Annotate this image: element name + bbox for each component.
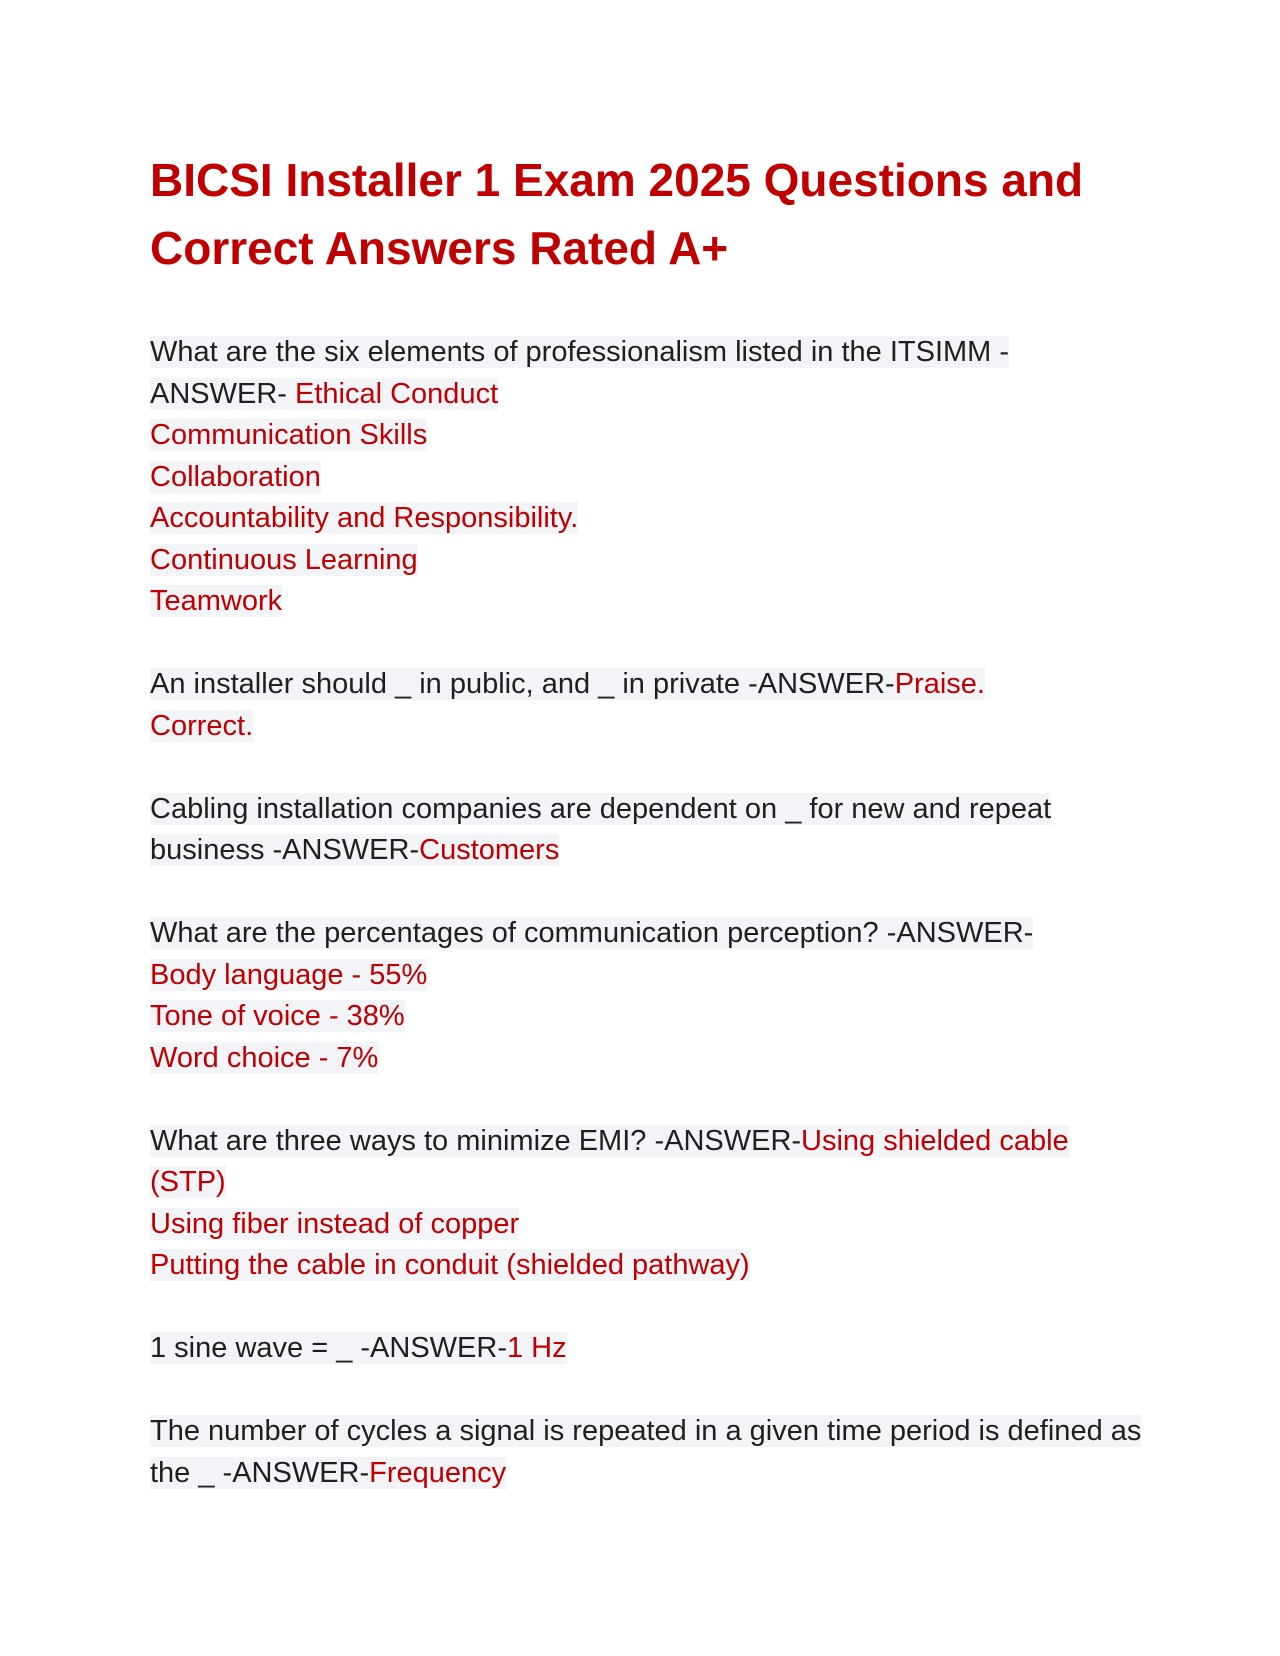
question-text: What are the percentages of communication perception? -ANSWER- [150,917,1034,949]
question-text: What are the six elements of professionalism listed in the ITSIMM - ANSWER- [150,336,1010,410]
answer-line: Continuous Learning [150,543,418,576]
answer-line: Communication Skills [150,419,428,451]
document-title: BICSI Installer 1 Exam 2025 Questions and Correct Answers Rated A+ [150,154,1084,274]
answer-line: Tone of voice - 38% [150,1000,405,1032]
question-text: The number of cycles a signal is repeated in a given time period is defined as the _ -ANSWER- [150,1415,1142,1489]
qa-item-3 [150,789,1150,872]
answer-line: Collaboration [150,460,321,493]
question-text: What are three ways to minimize EMI? -ANSWER- [150,1124,802,1157]
answer-line: Accountability and Responsibility. [150,502,579,534]
answer-line: Using fiber instead of copper [150,1207,520,1240]
question-text: 1 sine wave = _ -ANSWER- [150,1332,507,1364]
answer-line: Correct. [150,709,254,742]
answer-line: Body language - 55% [150,958,428,991]
qa-item-2 [150,664,1150,747]
answer-line: Putting the cable in conduit (shielded pathway) [150,1249,750,1281]
answer-line: Praise. [894,668,985,700]
answer-line: Teamwork [150,585,283,617]
qa-item-1 [150,332,1150,623]
answer-line: Word choice - 7% [150,1041,379,1074]
qa-item-4 [150,913,1150,1079]
qa-item-6 [150,1328,1150,1370]
answer-line: Frequency [369,1456,507,1489]
qa-item-7 [150,1411,1150,1494]
qa-item-5 [150,1121,1150,1287]
answer-line: 1 Hz [506,1332,567,1364]
answer-line: Ethical Conduct [286,377,499,410]
question-text: An installer should _ in public, and _ in private -ANSWER- [150,668,895,700]
question-text: Cabling installation companies are dependent on _ for new and repeat business -ANSWER- [150,792,1052,866]
document-page [150,146,1150,1494]
answer-line: Customers [419,834,560,866]
answer-line: Using shielded cable (STP) [150,1124,1069,1198]
